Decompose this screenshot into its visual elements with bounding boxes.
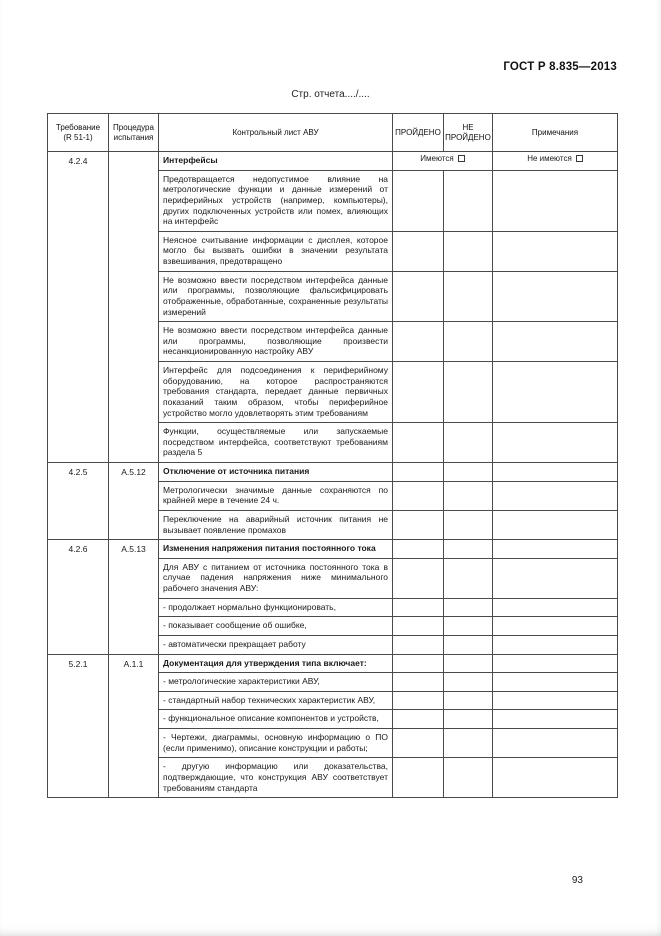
notes-cell <box>493 691 618 710</box>
passed-cell <box>393 362 444 423</box>
not-passed-cell <box>444 558 493 598</box>
not-passed-cell <box>444 423 493 463</box>
checklist-item-cell: Метрологически значимые данные сохраняются по крайней мере в течение 24 ч. <box>159 481 393 510</box>
checklist-item-cell: Для АВУ с питанием от источника постоянного тока в случае падения напряжения ниже минимального рабочего значения АВУ: <box>159 558 393 598</box>
procedure-cell <box>109 152 159 463</box>
col-header-procedure <box>109 114 159 152</box>
checklist-item-cell: Неясное считывание информации с дисплея, которое могло бы вызвать ошибки в значении результата взвешивания, предотвращено <box>159 231 393 271</box>
checklist-item-cell: Переключение на аварийный источник питания не вызывает появление промахов <box>159 510 393 539</box>
checklist-table <box>47 113 618 798</box>
notes-cell <box>493 758 618 798</box>
col-header-requirement-line2: (R 51-1) <box>63 132 93 142</box>
passed-cell <box>393 423 444 463</box>
passed-cell <box>393 558 444 598</box>
col-header-requirement <box>48 114 109 152</box>
requirement-cell: 4.2.6 <box>48 540 109 654</box>
status-present-cell <box>393 152 493 171</box>
notes-cell <box>493 710 618 729</box>
passed-cell <box>393 617 444 636</box>
notes-cell <box>493 598 618 617</box>
checklist-item-cell: - автоматически прекращает работу <box>159 635 393 654</box>
col-header-notes: Примечания <box>493 114 618 152</box>
not-passed-cell <box>444 463 493 482</box>
not-passed-cell <box>444 673 493 692</box>
checklist-item-cell: - стандартный набор технических характеристик АВУ, <box>159 691 393 710</box>
requirement-cell: 5.2.1 <box>48 654 109 798</box>
notes-cell <box>493 673 618 692</box>
not-passed-cell <box>444 362 493 423</box>
checklist-item-cell: - показывает сообщение об ошибке, <box>159 617 393 636</box>
col-header-not-passed-line2: ПРОЙДЕНО <box>445 132 491 142</box>
not-passed-cell <box>444 729 493 758</box>
notes-cell <box>493 635 618 654</box>
procedure-cell: А.5.12 <box>109 463 159 540</box>
requirement-cell: 4.2.4 <box>48 152 109 463</box>
table-row <box>48 654 618 673</box>
notes-cell <box>493 510 618 539</box>
notes-cell <box>493 558 618 598</box>
notes-cell <box>493 362 618 423</box>
passed-cell <box>393 510 444 539</box>
passed-cell <box>393 691 444 710</box>
passed-cell <box>393 231 444 271</box>
procedure-cell: А.1.1 <box>109 654 159 798</box>
passed-cell <box>393 463 444 482</box>
col-header-checklist: Контрольный лист АВУ <box>159 114 393 152</box>
notes-cell <box>493 540 618 559</box>
notes-cell <box>493 152 618 171</box>
checklist-item-cell: - продолжает нормально функционировать, <box>159 598 393 617</box>
checklist-item-cell: Не возможно ввести посредством интерфейса данные или программы, позволяющие фальсифицировать отображенные, обработанные, сохраненные результаты измерений <box>159 271 393 322</box>
passed-cell <box>393 481 444 510</box>
col-header-not-passed <box>444 114 493 152</box>
passed-cell <box>393 170 444 231</box>
passed-cell <box>393 654 444 673</box>
checklist-item-cell: Не возможно ввести посредством интерфейса данные или программы, позволяющие произвести несанкционированную настройку АВУ <box>159 322 393 362</box>
doc-number: ГОСТ Р 8.835—2013 <box>503 61 617 73</box>
notes-cell <box>493 617 618 636</box>
not-passed-cell <box>444 654 493 673</box>
checklist-item-cell: - функциональное описание компонентов и устройств, <box>159 710 393 729</box>
notes-cell <box>493 231 618 271</box>
section-title-cell: Отключение от источника питания <box>159 463 393 482</box>
status-absent-label: Не имеются <box>527 154 572 163</box>
not-passed-cell <box>444 231 493 271</box>
procedure-cell: А.5.13 <box>109 540 159 654</box>
passed-cell <box>393 673 444 692</box>
checkbox-icon <box>458 155 465 162</box>
not-passed-cell <box>444 598 493 617</box>
passed-cell <box>393 598 444 617</box>
passed-cell <box>393 758 444 798</box>
not-passed-cell <box>444 635 493 654</box>
col-header-procedure-line2: испытания <box>113 132 154 142</box>
status-present-label: Имеются <box>420 154 454 163</box>
section-title-cell: Изменения напряжения питания постоянного тока <box>159 540 393 559</box>
col-header-procedure-line1: Процедура <box>113 122 154 132</box>
table-row <box>48 463 618 482</box>
notes-cell <box>493 170 618 231</box>
notes-cell <box>493 271 618 322</box>
checklist-item-cell: - метрологические характеристики АВУ, <box>159 673 393 692</box>
status-absent <box>527 154 583 163</box>
notes-cell <box>493 322 618 362</box>
not-passed-cell <box>444 758 493 798</box>
notes-cell <box>493 654 618 673</box>
col-header-requirement-line1: Требование <box>55 122 101 132</box>
table-row <box>48 152 618 171</box>
checklist-item-cell: Интерфейс для подсоединения к периферийному оборудованию, на которое распространяются требования стандарта, передает данные первичных показаний таким образом, чтобы периферийное устройство могло удовлетворять этим требованиям <box>159 362 393 423</box>
passed-cell <box>393 271 444 322</box>
not-passed-cell <box>444 510 493 539</box>
col-header-passed: ПРОЙДЕНО <box>393 114 444 152</box>
checklist-item-cell: Функции, осуществляемые или запускаемые посредством интерфейса, соответствуют требованиям раздела 5 <box>159 423 393 463</box>
passed-cell <box>393 729 444 758</box>
page-number: 93 <box>571 875 583 886</box>
table-header-row <box>48 114 618 152</box>
not-passed-cell <box>444 691 493 710</box>
report-page-line: Стр. отчета..../.... <box>291 89 370 100</box>
not-passed-cell <box>444 271 493 322</box>
not-passed-cell <box>444 170 493 231</box>
notes-cell <box>493 729 618 758</box>
col-header-not-passed-line1: НЕ <box>462 122 474 132</box>
section-title-cell: Интерфейсы <box>159 152 393 171</box>
not-passed-cell <box>444 540 493 559</box>
not-passed-cell <box>444 481 493 510</box>
status-present <box>420 154 464 163</box>
checklist-item-cell: - Чертежи, диаграммы, основную информацию о ПО (если применимо), описание конструкции и работы; <box>159 729 393 758</box>
not-passed-cell <box>444 710 493 729</box>
checklist-item-cell: Предотвращается недопустимое влияние на метрологические функции и данные измерений от периферийных устройств (например, компьютеры), других подключенных устройств или помех, влияющих на интерфейс <box>159 170 393 231</box>
notes-cell <box>493 423 618 463</box>
table-row <box>48 540 618 559</box>
requirement-cell: 4.2.5 <box>48 463 109 540</box>
checkbox-icon <box>576 155 583 162</box>
notes-cell <box>493 481 618 510</box>
section-title-cell: Документация для утверждения типа включает: <box>159 654 393 673</box>
passed-cell <box>393 322 444 362</box>
checklist-item-cell: - другую информацию или доказательства, подтверждающие, что конструкция АВУ соответствует требованиям стандарта <box>159 758 393 798</box>
notes-cell <box>493 463 618 482</box>
passed-cell <box>393 540 444 559</box>
passed-cell <box>393 710 444 729</box>
passed-cell <box>393 635 444 654</box>
not-passed-cell <box>444 617 493 636</box>
not-passed-cell <box>444 322 493 362</box>
